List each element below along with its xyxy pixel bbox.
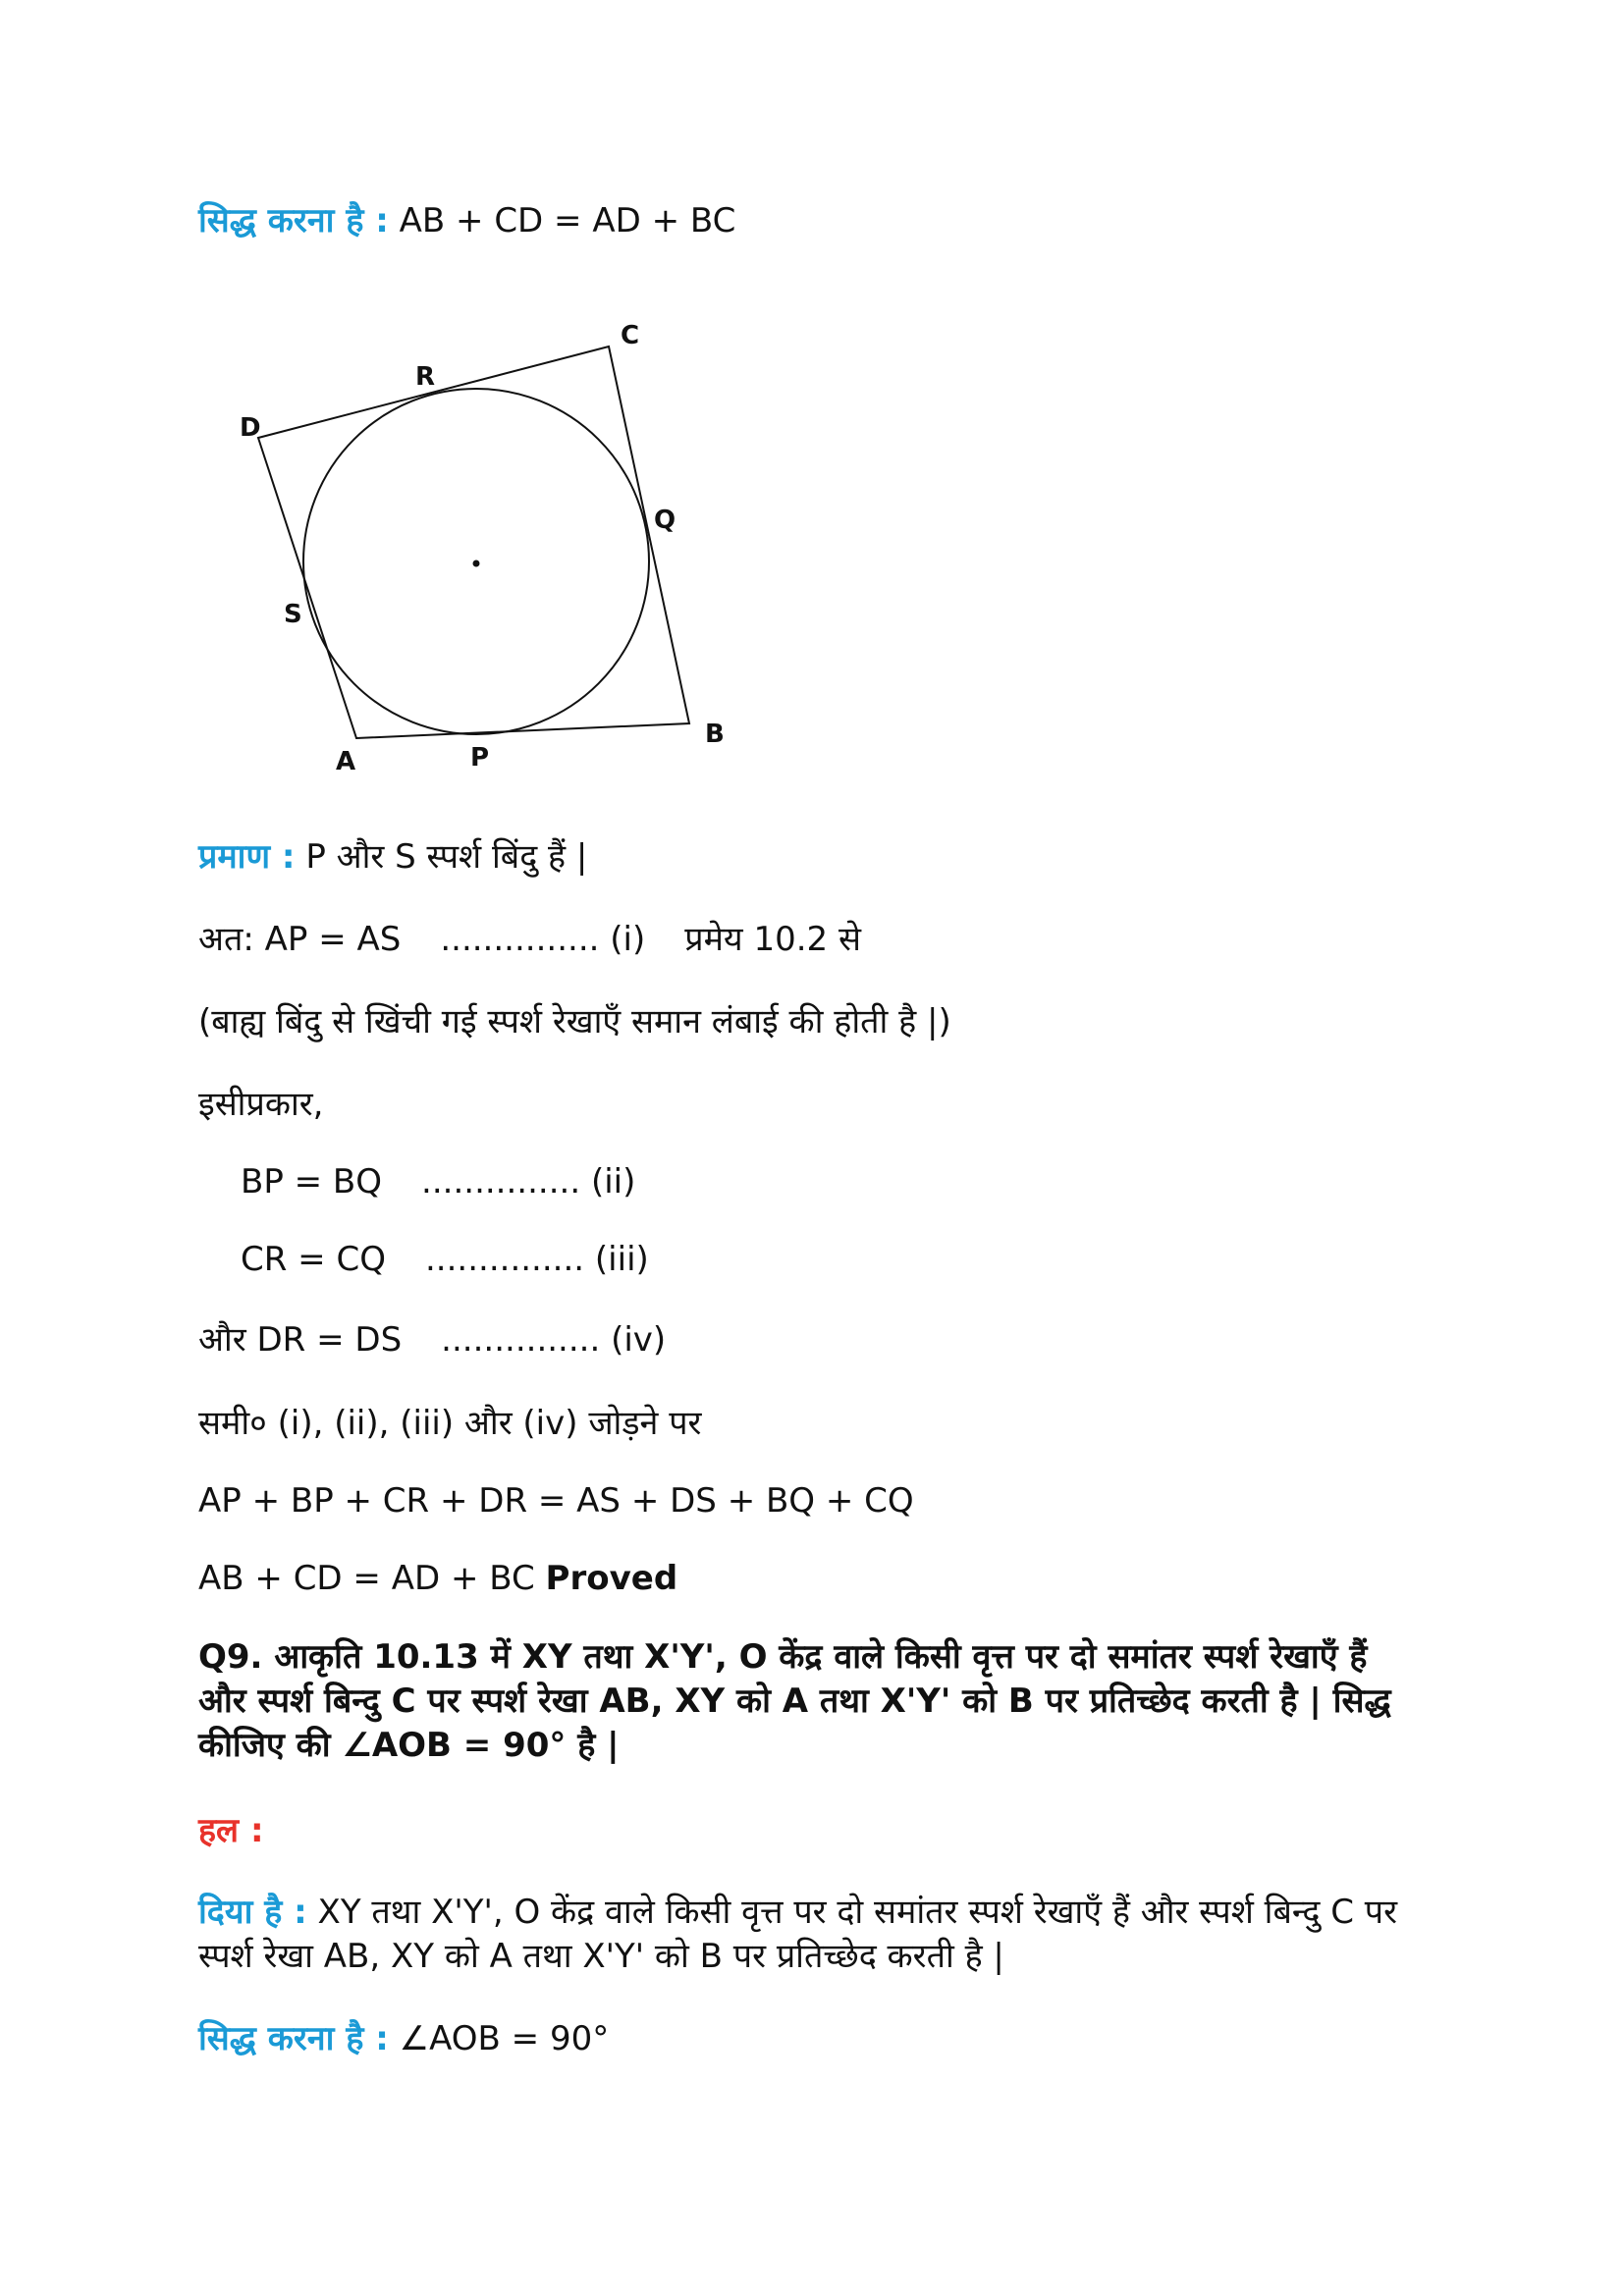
equation-4: और DR = DS ............... (iv) — [198, 1320, 667, 1360]
given-label: दिया है : — [198, 1893, 307, 1932]
adding-text: समी० (i), (ii), (iii) और (iv) जोड़ने पर — [198, 1404, 702, 1443]
to-prove-line: सिद्ध करना है : ∠AOB = 90° — [198, 2019, 610, 2058]
point-label-d: D — [240, 413, 261, 443]
to-prove-label: सिद्ध करना है : — [198, 2019, 389, 2058]
equation-3: CR = CQ ............... (iii) — [241, 1240, 649, 1279]
point-label-a: A — [336, 747, 356, 776]
point-label-c: C — [621, 321, 640, 350]
point-label-s: S — [284, 600, 302, 629]
point-label-b: B — [705, 720, 725, 749]
equation-2: BP = BQ ............... (ii) — [241, 1162, 636, 1201]
equation-1: अत: AP = AS ............... (i) प्रमेय 10.2 से — [198, 920, 861, 959]
prove-label: सिद्ध करना है : — [198, 201, 389, 240]
given-line-2: स्पर्श रेखा AB, XY को A तथा X'Y' को B पर प्रतिच्छेद करती है | — [198, 1937, 1004, 1976]
quadrilateral — [258, 347, 689, 738]
similarly-text: इसीप्रकार, — [198, 1085, 324, 1124]
proof-intro-text: P और S स्पर्श बिंदु हैं | — [305, 837, 588, 877]
proved-label: Proved — [545, 1559, 678, 1598]
question-9-line-3: कीजिए की ∠AOB = 90° है | — [198, 1726, 620, 1765]
point-label-q: Q — [654, 506, 676, 535]
result-line: AB + CD = AD + BC Proved — [198, 1559, 678, 1598]
question-9-line-1: Q9. आकृति 10.13 में XY तथा X'Y', O केंद्र वाले किसी वृत्त पर दो समांतर स्पर्श रेखाएँ हैं — [198, 1637, 1368, 1677]
solution-label: हल : — [198, 1811, 264, 1850]
given-line-1: दिया है : XY तथा X'Y', O केंद्र वाले किसी वृत्त पर दो समांतर स्पर्श रेखाएँ हैं और स्पर्श बिन्दु C पर — [198, 1893, 1398, 1932]
prove-statement: AB + CD = AD + BC — [399, 201, 736, 240]
sum-equation: AP + BP + CR + DR = AS + DS + BQ + CQ — [198, 1481, 914, 1521]
proof-label: प्रमाण : — [198, 837, 296, 877]
point-label-p: P — [470, 743, 490, 773]
proof-intro — [198, 837, 587, 878]
top-statement — [198, 201, 735, 241]
quadrilateral-incircle-figure — [226, 314, 756, 785]
question-9-line-2: और स्पर्श बिन्दु C पर स्पर्श रेखा AB, XY को A तथा X'Y' को B पर प्रतिच्छेद करती है | सिद्ध — [198, 1682, 1391, 1721]
circle-center — [473, 561, 480, 567]
point-label-r: R — [415, 362, 436, 392]
reason-note: (बाह्य बिंदु से खिंची गई स्पर्श रेखाएँ समान लंबाई की होती है |) — [198, 1002, 951, 1041]
